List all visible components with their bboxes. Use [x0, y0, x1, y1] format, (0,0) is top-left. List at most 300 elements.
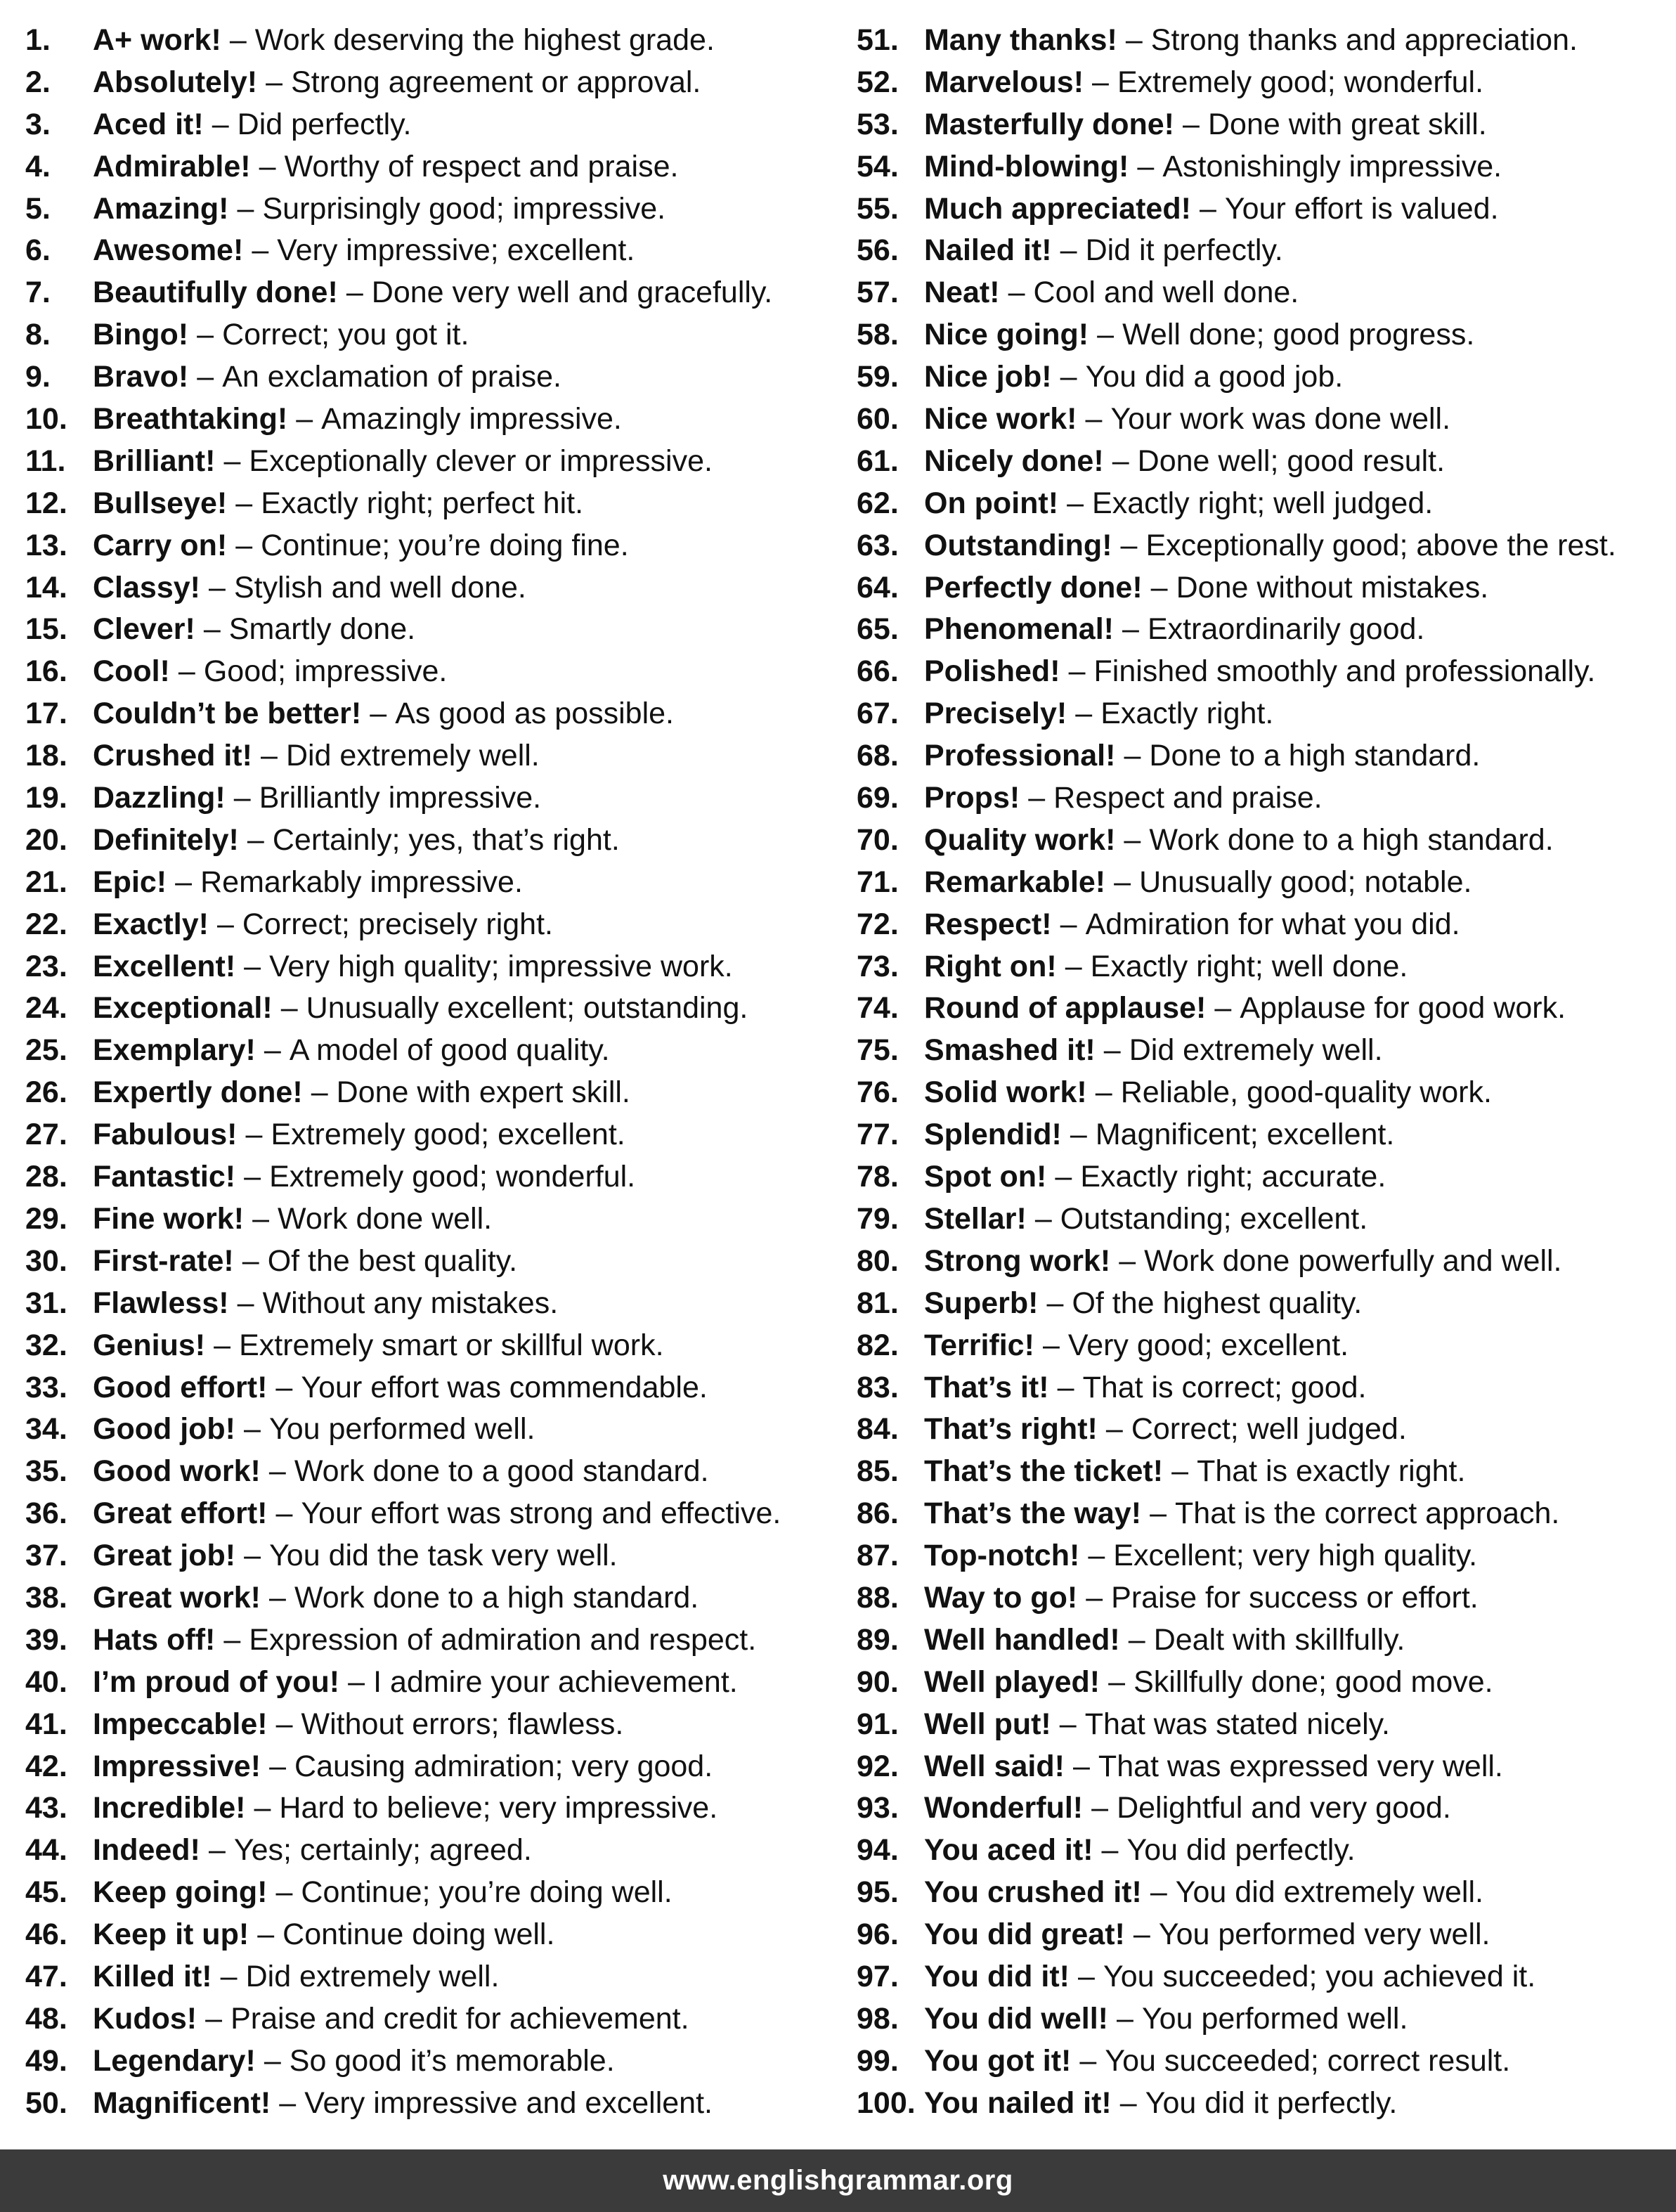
item-number: 40. [25, 1664, 67, 1699]
item-phrase: Spot on! [924, 1160, 1047, 1194]
item-phrase: Kudos! [93, 2001, 197, 2036]
item-meaning: Extremely good; wonderful. [1117, 65, 1484, 99]
list-item [857, 1534, 1665, 1577]
item-meaning: Work done to a high standard. [294, 1580, 699, 1615]
item-number: 17. [25, 697, 67, 731]
item-number: 16. [25, 654, 67, 689]
list-item [857, 1829, 1665, 1871]
item-separator: – [1122, 612, 1139, 647]
item-phrase: Impeccable! [93, 1707, 268, 1741]
list-item [25, 1324, 833, 1366]
item-phrase: Props! [924, 781, 1020, 815]
item-number: 90. [857, 1664, 899, 1699]
item-meaning: Exactly right; well judged. [1092, 486, 1434, 520]
item-phrase: Wonderful! [924, 1791, 1084, 1825]
item-separator: – [235, 486, 253, 520]
item-meaning: Did extremely well. [245, 1959, 500, 1993]
item-separator: – [1199, 191, 1216, 226]
item-separator: – [1125, 23, 1143, 57]
item-meaning: Done with expert skill. [336, 1075, 630, 1110]
item-separator: – [254, 1791, 271, 1825]
item-meaning: Extremely good; excellent. [271, 1118, 625, 1152]
item-separator: – [1124, 822, 1141, 857]
list-item [25, 1661, 833, 1703]
list-item [857, 271, 1665, 313]
item-number: 25. [25, 1033, 67, 1068]
item-phrase: Great work! [93, 1580, 261, 1615]
item-number: 32. [25, 1328, 67, 1362]
list-item [25, 1113, 833, 1156]
list-item [857, 608, 1665, 650]
list-item [25, 188, 833, 230]
item-phrase: That’s right! [924, 1412, 1098, 1447]
item-number: 68. [857, 739, 899, 773]
item-separator: – [280, 991, 298, 1026]
list-item [25, 608, 833, 650]
item-meaning: Work done to a high standard. [1149, 822, 1554, 857]
item-number: 89. [857, 1622, 899, 1657]
item-phrase: Exactly! [93, 907, 209, 941]
list-item [25, 1534, 833, 1577]
list-item [857, 1113, 1665, 1156]
item-separator: – [275, 1370, 293, 1404]
list-item [857, 1661, 1665, 1703]
item-meaning: Finished smoothly and professionally. [1093, 654, 1596, 689]
item-number: 33. [25, 1370, 67, 1404]
item-number: 45. [25, 1875, 67, 1910]
item-meaning: You performed well. [268, 1412, 535, 1447]
list-item [857, 861, 1665, 903]
item-separator: – [212, 107, 229, 141]
item-phrase: That’s the ticket! [924, 1454, 1164, 1489]
item-separator: – [1046, 1286, 1064, 1320]
item-separator: – [370, 697, 387, 731]
list-item [25, 524, 833, 567]
item-meaning: Continue doing well. [282, 1917, 555, 1952]
item-phrase: You did it! [924, 1959, 1070, 1993]
item-number: 46. [25, 1917, 67, 1952]
item-number: 84. [857, 1412, 899, 1447]
item-phrase: Masterfully done! [924, 107, 1174, 141]
item-phrase: Good job! [93, 1412, 235, 1447]
item-meaning: Did it perfectly. [1085, 233, 1283, 268]
item-phrase: Phenomenal! [924, 612, 1114, 647]
item-meaning: Expression of admiration and respect. [249, 1622, 757, 1657]
item-number: 83. [857, 1370, 899, 1404]
item-number: 38. [25, 1580, 67, 1615]
item-number: 5. [25, 191, 51, 226]
item-number: 35. [25, 1454, 67, 1489]
item-meaning: Smartly done. [228, 612, 416, 647]
list-item [25, 1913, 833, 1955]
item-meaning: Exceptionally good; above the rest. [1145, 528, 1616, 562]
item-separator: – [1055, 1160, 1072, 1194]
item-number: 70. [857, 822, 899, 857]
item-number: 65. [857, 612, 899, 647]
item-number: 94. [857, 1833, 899, 1868]
item-phrase: That’s the way! [924, 1496, 1142, 1531]
list-item [25, 1955, 833, 1998]
item-phrase: Nailed it! [924, 233, 1052, 268]
item-separator: – [264, 2043, 281, 2078]
item-separator: – [178, 654, 195, 689]
item-phrase: Hats off! [93, 1622, 216, 1657]
item-phrase: Beautifully done! [93, 276, 338, 310]
item-meaning: You did extremely well. [1175, 1875, 1483, 1910]
item-separator: – [244, 1412, 261, 1447]
item-separator: – [346, 276, 363, 310]
item-separator: – [252, 233, 269, 268]
item-meaning: That was expressed very well. [1098, 1749, 1503, 1783]
list-item [857, 1745, 1665, 1787]
item-number: 80. [857, 1243, 899, 1278]
item-separator: – [1057, 1370, 1074, 1404]
item-number: 64. [857, 570, 899, 604]
item-meaning: A model of good quality. [289, 1033, 610, 1068]
item-number: 24. [25, 991, 67, 1026]
item-separator: – [1105, 1412, 1123, 1447]
list-item [25, 61, 833, 103]
list-item [25, 2040, 833, 2082]
item-separator: – [1034, 1201, 1052, 1236]
item-number: 72. [857, 907, 899, 941]
item-meaning: Done very well and gracefully. [371, 276, 773, 310]
item-meaning: Did perfectly. [237, 107, 412, 141]
item-separator: – [268, 1454, 286, 1489]
item-phrase: Epic! [93, 865, 167, 899]
list-item [25, 1029, 833, 1071]
item-phrase: Top-notch! [924, 1539, 1080, 1573]
item-meaning: Correct; you got it. [222, 318, 469, 352]
item-meaning: Magnificent; excellent. [1095, 1118, 1395, 1152]
list-item [25, 1871, 833, 1913]
item-meaning: Exactly right; perfect hit. [261, 486, 584, 520]
item-meaning: You succeeded; correct result. [1105, 2043, 1511, 2078]
item-phrase: Superb! [924, 1286, 1039, 1320]
list-item [857, 2040, 1665, 2082]
item-meaning: Did extremely well. [1129, 1033, 1383, 1068]
list-item [25, 735, 833, 777]
list-item [25, 2082, 833, 2124]
item-number: 13. [25, 528, 67, 562]
item-separator: – [1060, 233, 1077, 268]
item-meaning: Done with great skill. [1207, 107, 1487, 141]
item-meaning: That was stated nicely. [1084, 1707, 1390, 1741]
item-number: 77. [857, 1118, 899, 1152]
item-phrase: Much appreciated! [924, 191, 1191, 226]
item-separator: – [1214, 991, 1232, 1026]
item-phrase: Dazzling! [93, 781, 226, 815]
item-meaning: Work done powerfully and well. [1144, 1243, 1562, 1278]
item-meaning: Continue; you’re doing well. [301, 1875, 673, 1910]
list-item [857, 1492, 1665, 1534]
item-number: 10. [25, 402, 67, 436]
item-number: 42. [25, 1749, 67, 1783]
item-meaning: Amazingly impressive. [321, 402, 622, 436]
item-phrase: Terrific! [924, 1328, 1034, 1362]
item-number: 47. [25, 1959, 67, 1993]
item-phrase: That’s it! [924, 1370, 1049, 1404]
item-meaning: Extraordinarily good. [1147, 612, 1425, 647]
item-number: 97. [857, 1959, 899, 1993]
item-phrase: Perfectly done! [924, 570, 1143, 604]
item-phrase: Genius! [93, 1328, 206, 1362]
list-item [25, 1450, 833, 1492]
item-phrase: Well said! [924, 1749, 1065, 1783]
item-phrase: Professional! [924, 739, 1116, 773]
item-phrase: Many thanks! [924, 23, 1117, 57]
item-separator: – [1097, 318, 1115, 352]
item-phrase: Impressive! [93, 1749, 261, 1783]
item-phrase: Strong work! [924, 1243, 1111, 1278]
item-phrase: Stellar! [924, 1201, 1027, 1236]
item-phrase: Fantastic! [93, 1160, 236, 1194]
item-phrase: Exemplary! [93, 1033, 256, 1068]
item-number: 14. [25, 570, 67, 604]
item-number: 44. [25, 1833, 67, 1868]
item-meaning: Done to a high standard. [1149, 739, 1481, 773]
list-item [25, 1619, 833, 1661]
list-item [25, 1198, 833, 1240]
item-phrase: Classy! [93, 570, 200, 604]
item-separator: – [1137, 149, 1155, 183]
item-phrase: Nice going! [924, 318, 1089, 352]
list-item [25, 1366, 833, 1409]
list-item [25, 1703, 833, 1745]
item-separator: – [203, 612, 221, 647]
list-item [857, 1998, 1665, 2040]
item-phrase: Breathtaking! [93, 402, 288, 436]
list-item [857, 567, 1665, 609]
item-meaning: Of the best quality. [267, 1243, 518, 1278]
item-meaning: Your effort was strong and effective. [301, 1496, 781, 1531]
item-number: 41. [25, 1707, 67, 1741]
list-item [857, 188, 1665, 230]
item-meaning: Praise for success or effort. [1111, 1580, 1479, 1615]
item-phrase: Round of applause! [924, 991, 1207, 1026]
item-separator: – [1092, 65, 1109, 99]
item-number: 66. [857, 654, 899, 689]
item-number: 81. [857, 1286, 899, 1320]
item-separator: – [266, 65, 283, 99]
item-number: 73. [857, 949, 899, 983]
list-item [857, 650, 1665, 692]
item-separator: – [275, 1496, 293, 1531]
list-item [25, 1829, 833, 1871]
item-separator: – [1070, 1118, 1087, 1152]
item-phrase: Keep going! [93, 1875, 268, 1910]
item-meaning: Praise and credit for achievement. [230, 2001, 689, 2036]
item-separator: – [1086, 1580, 1103, 1615]
item-number: 1. [25, 23, 51, 57]
list-item [25, 1282, 833, 1324]
item-separator: – [1059, 1707, 1077, 1741]
item-number: 9. [25, 360, 51, 394]
item-separator: – [1119, 1243, 1136, 1278]
item-meaning: Dealt with skillfully. [1153, 1622, 1405, 1657]
item-separator: – [233, 781, 251, 815]
list-item [857, 1324, 1665, 1366]
item-number: 88. [857, 1580, 899, 1615]
list-item [25, 1745, 833, 1787]
item-meaning: Your effort is valued. [1224, 191, 1499, 226]
item-number: 30. [25, 1243, 67, 1278]
item-separator: – [209, 570, 226, 604]
item-meaning: Of the highest quality. [1072, 1286, 1363, 1320]
item-phrase: Quality work! [924, 822, 1116, 857]
list-item [25, 1787, 833, 1829]
item-number: 4. [25, 149, 51, 183]
item-meaning: Very good; excellent. [1067, 1328, 1349, 1362]
list-item [857, 19, 1665, 61]
footer-website[interactable]: www.englishgrammar.org [663, 2165, 1013, 2196]
list-item [25, 356, 833, 398]
item-separator: – [257, 1917, 275, 1952]
item-separator: – [242, 1243, 259, 1278]
list-item [25, 19, 833, 61]
list-item [857, 819, 1665, 861]
item-separator: – [260, 739, 278, 773]
item-meaning: Outstanding; excellent. [1060, 1201, 1368, 1236]
item-number: 39. [25, 1622, 67, 1657]
list-item [857, 229, 1665, 271]
item-separator: – [197, 318, 214, 352]
item-number: 91. [857, 1707, 899, 1741]
list-item [25, 945, 833, 988]
item-number: 87. [857, 1539, 899, 1573]
item-phrase: Well handled! [924, 1622, 1120, 1657]
item-phrase: You crushed it! [924, 1875, 1142, 1910]
item-phrase: Bullseye! [93, 486, 228, 520]
item-meaning: That is correct; good. [1082, 1370, 1367, 1404]
list-item [857, 1577, 1665, 1619]
list-item [25, 1071, 833, 1113]
item-phrase: Brilliant! [93, 444, 216, 478]
item-phrase: Definitely! [93, 822, 239, 857]
list-item [857, 1198, 1665, 1240]
item-number: 52. [857, 65, 899, 99]
item-separator: – [296, 402, 313, 436]
item-phrase: Fine work! [93, 1201, 245, 1236]
item-separator: – [1112, 444, 1129, 478]
item-separator: – [1114, 865, 1131, 899]
item-meaning: Delightful and very good. [1117, 1791, 1451, 1825]
phrase-list-left [25, 19, 833, 2124]
item-separator: – [1085, 402, 1103, 436]
item-number: 51. [857, 23, 899, 57]
item-separator: – [1150, 570, 1168, 604]
item-number: 62. [857, 486, 899, 520]
item-separator: – [1065, 949, 1082, 983]
item-meaning: Reliable, good-quality work. [1120, 1075, 1492, 1110]
item-phrase: Marvelous! [924, 65, 1084, 99]
list-item [25, 229, 833, 271]
item-meaning: Strong thanks and appreciation. [1150, 23, 1578, 57]
item-phrase: Great effort! [93, 1496, 268, 1531]
item-number: 3. [25, 107, 51, 141]
item-meaning: Exceptionally clever or impressive. [249, 444, 713, 478]
item-meaning: You did perfectly. [1126, 1833, 1356, 1868]
item-phrase: Admirable! [93, 149, 251, 183]
list-item [857, 524, 1665, 567]
item-meaning: Very high quality; impressive work. [269, 949, 733, 983]
item-meaning: Brilliantly impressive. [259, 781, 542, 815]
item-separator: – [223, 444, 241, 478]
item-separator: – [208, 1833, 226, 1868]
list-item [857, 1408, 1665, 1450]
list-item [857, 1619, 1665, 1661]
item-separator: – [216, 907, 234, 941]
item-separator: – [348, 1664, 365, 1699]
item-meaning: Work done well. [278, 1201, 493, 1236]
item-phrase: Crushed it! [93, 739, 252, 773]
item-number: 60. [857, 402, 899, 436]
item-number: 57. [857, 276, 899, 310]
item-number: 22. [25, 907, 67, 941]
item-meaning: Your work was done well. [1110, 402, 1451, 436]
item-separator: – [1008, 276, 1025, 310]
item-phrase: Neat! [924, 276, 1000, 310]
item-meaning: Correct; precisely right. [242, 907, 553, 941]
list-item [25, 145, 833, 188]
list-item [857, 1240, 1665, 1282]
item-separator: – [269, 1580, 286, 1615]
item-phrase: Couldn’t be better! [93, 697, 362, 731]
item-meaning: You did the task very well. [269, 1539, 618, 1573]
list-item [25, 313, 833, 356]
item-separator: – [275, 1707, 293, 1741]
list-item [25, 903, 833, 945]
item-separator: – [237, 1286, 254, 1320]
item-meaning: You did it perfectly. [1145, 2085, 1398, 2120]
item-separator: – [1150, 1875, 1167, 1910]
item-separator: – [1091, 1791, 1109, 1825]
item-separator: – [223, 1622, 241, 1657]
item-number: 31. [25, 1286, 67, 1320]
item-number: 12. [25, 486, 67, 520]
item-phrase: Bingo! [93, 318, 189, 352]
item-meaning: Unusually excellent; outstanding. [306, 991, 748, 1026]
item-meaning: Done without mistakes. [1176, 570, 1489, 604]
item-phrase: On point! [924, 486, 1059, 520]
item-number: 95. [857, 1875, 899, 1910]
list-item [857, 945, 1665, 988]
item-separator: – [1075, 697, 1093, 731]
item-separator: – [247, 822, 264, 857]
item-meaning: Astonishingly impressive. [1162, 149, 1502, 183]
item-meaning: Very impressive and excellent. [304, 2085, 713, 2120]
item-separator: – [1150, 1496, 1167, 1531]
item-number: 50. [25, 2085, 67, 2120]
list-item [857, 777, 1665, 819]
item-separator: – [264, 1033, 281, 1068]
list-item [857, 1029, 1665, 1071]
item-separator: – [1108, 1664, 1126, 1699]
list-item [25, 861, 833, 903]
list-item [25, 567, 833, 609]
item-number: 86. [857, 1496, 899, 1531]
item-number: 26. [25, 1075, 67, 1110]
item-separator: – [1117, 2001, 1133, 2036]
item-meaning: I admire your achievement. [373, 1664, 738, 1699]
item-number: 75. [857, 1033, 899, 1068]
item-meaning: Extremely smart or skillful work. [239, 1328, 664, 1362]
item-separator: – [1120, 528, 1138, 562]
item-separator: – [279, 2085, 297, 2120]
list-item [857, 735, 1665, 777]
item-phrase: Splendid! [924, 1118, 1062, 1152]
item-meaning: Cool and well done. [1033, 276, 1299, 310]
